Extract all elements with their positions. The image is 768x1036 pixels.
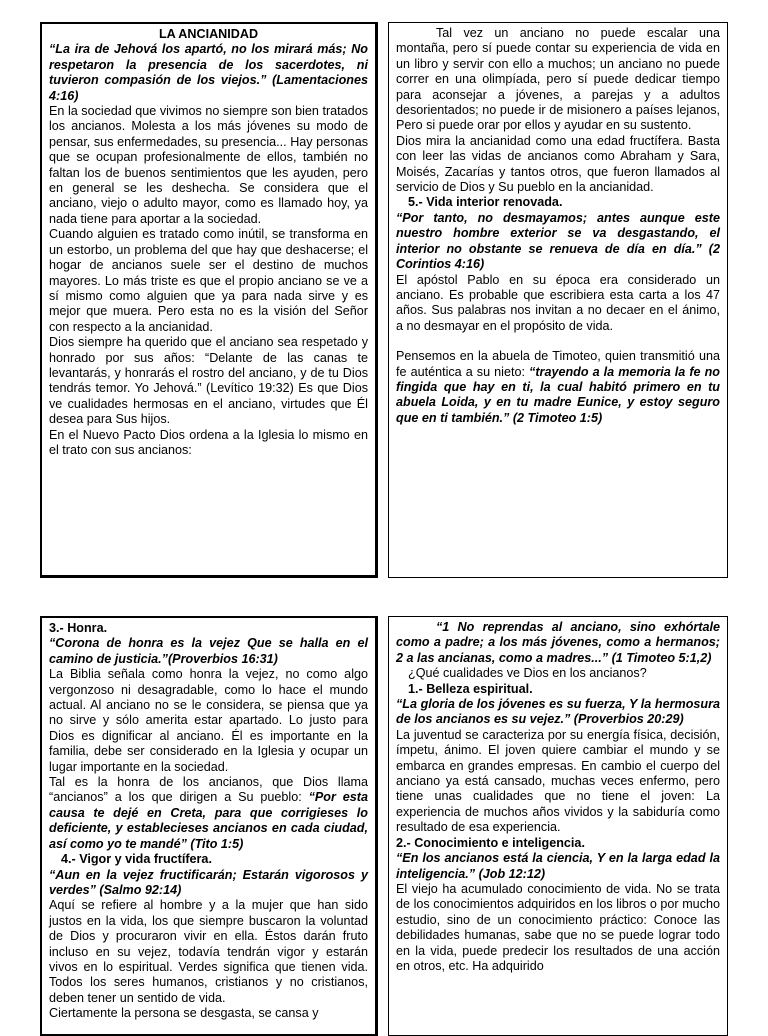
section-heading: 1.- Belleza espiritual.	[408, 681, 533, 696]
bible-quote: “trayendo a la memoria la fe no fingida que hay en ti, la cual habitó primero en tu abuela Loida, y en tu madre Eunice, y estoy seguro que en ti también.” (2 Timoteo 1:5)	[396, 364, 720, 425]
section-heading: 2.- Conocimiento e inteligencia.	[396, 835, 585, 850]
page-panel-bottom-left	[40, 616, 378, 1036]
section-heading: 4.- Vigor y vida fructífera.	[61, 852, 212, 867]
question: ¿Qué cualidades ve Dios en los ancianos?	[408, 666, 647, 681]
page-panel-top-right	[388, 22, 728, 578]
paragraph: Cuando alguien es tratado como inútil, se transforma en un estorbo, un problema del que hay que deshacerse; el hogar de ancianos suele ser el destino de muchos mayores. Lo más triste es que el propio anciano se ve a sí mismo como alguien que ya para nada sirve y es mejor que muera. Pero esta no es la visión del Señor con respecto a la ancianidad.	[49, 227, 368, 334]
section-heading: 3.- Honra.	[49, 621, 108, 635]
bible-quote: “Aun en la vejez fructificarán; Estarán vigorosos y verdes” (Salmo 92:14)	[49, 867, 368, 897]
page-panel-top-left	[40, 22, 378, 578]
bible-quote: “Por esta causa te dejé en Creta, para que corrigieses lo deficiente, y establecieses ancianos en cada ciudad, así como yo te mandé” (Tito 1:5)	[49, 790, 369, 851]
paragraph: El viejo ha acumulado conocimiento de vida. No se trata de los conocimientos adquiridos en los libros o por mucho estudio, sino de un conocimiento práctico: Conoce las debilidades humanas, sabe que no se puede lograr todo en la vida, puede predecir los resultados de una acción en otros, etc. Ha adquirido	[396, 881, 720, 973]
paragraph	[396, 349, 720, 426]
page-panel-bottom-right	[388, 616, 728, 1036]
bible-quote: “Corona de honra es la vejez Que se halla en el camino de justicia.”(Proverbios 16:31)	[49, 636, 368, 666]
paragraph-lead: Tal es la honra de los ancianos, que Dios llama “ancianos” a los que dirigen a Su pueblo:	[49, 775, 368, 805]
paragraph: En la sociedad que vivimos no siempre son bien tratados los ancianos. Molesta a los más jóvenes su modo de pensar, sus enfermedades, su presencia... Hay personas que se ocupan profesionalmente de ellos, también no faltan los de buenos sentimientos que les ayuden, pero en general se les deshecha. Se considera que el anciano, viejo o adulto mayor, como es llamado hoy, ya nada tiene para aportar a la sociedad.	[49, 104, 368, 226]
paragraph: Dios siempre ha querido que el anciano sea respetado y honrado por sus años: “Delante de las canas te levantarás, y honrarás el rostro del anciano, y de tu Dios tendrás temor. Yo Jehová.” (Levítico 19:32) Es que Dios ve cualidades hermosas en el anciano, virtudes que Él desea para Sus hijos.	[49, 335, 368, 427]
paragraph: En el Nuevo Pacto Dios ordena a la Iglesia lo mismo en el trato con sus ancianos:	[49, 427, 368, 457]
paragraph-lead: Pensemos en la abuela de Timoteo, quien transmitió una fe auténtica a su nieto:	[396, 349, 720, 379]
bible-quote: “La ira de Jehová los apartó, no los mirará más; No respetaron la presencia de los sacerdotes, ni tuvieron compasión de los viejos.” (Lamentaciones 4:16)	[49, 42, 368, 103]
page-title: LA ANCIANIDAD	[158, 27, 259, 41]
paragraph: Tal vez un anciano no puede escalar una montaña, pero sí puede contar su experiencia de vida en un libro y servir con ello a muchos; un anciano no puede correr en una olimpíada, pero sí puede dedicar tiempo para aconsejar a jóvenes, a parejas y a adultos desorientados; no puede ir de misionero a países lejanos, Pero si puede orar por ellos y ayudar en su sustento.	[396, 26, 720, 133]
spacer	[396, 334, 720, 349]
paragraph: El apóstol Pablo en su época era considerado un anciano. Es probable que escribiera esta carta a los 47 años. Sus palabras nos invitan a no decaer en el ánimo, a no desmayar en el propósito de vida.	[396, 272, 720, 333]
paragraph: Aquí se refiere al hombre y a la mujer que han sido justos en la vida, los que siempre buscaron la voluntad de Dios y procuraron vivir en ella. Éstos darán fruto incluso en su vejez, todavía tendrán vigor y estarán vivos en lo espiritual. Verdes significa que tienen vida. Todos los seres humanos, cristianos y no cristianos, deben tener un sentido de vida.	[49, 898, 368, 1005]
paragraph: La Biblia señala como honra la vejez, no como algo vergonzoso ni desagradable, como lo hace el mundo actual. Al anciano no se le considera, se piensa que ya no sirve y sólo amerita estar apartado. Lo justo para Dios es dignificar al anciano. Él es importante en la familia, debe ser considerado en la Iglesia y ocupar un lugar importante en la sociedad.	[49, 667, 368, 774]
bible-quote: “Por tanto, no desmayamos; antes aunque este nuestro hombre exterior se va desgastando, el interior no obstante se renueva de día en día.” (2 Corintios 4:16)	[396, 210, 720, 272]
bible-quote: “En los ancianos está la ciencia, Y en la larga edad la inteligencia.” (Job 12:12)	[396, 851, 720, 881]
section-heading: 5.- Vida interior renovada.	[408, 195, 563, 210]
bible-quote: “1 No reprendas al anciano, sino exhórtale como a padre; a los más jóvenes, como a hermanos; 2 a las ancianas, como a madres...” (1 Timoteo 5:1,2)	[396, 620, 720, 665]
paragraph: Ciertamente la persona se desgasta, se cansa y	[49, 1006, 319, 1021]
paragraph: Dios mira la ancianidad como una edad fructífera. Basta con leer las vidas de ancianos como Abraham y Sara, Moisés, Zacarías y tantos otros, que fueron llamados al servicio de Dios y Su pueblo en la ancianidad.	[396, 133, 720, 195]
paragraph	[49, 775, 368, 852]
paragraph: La juventud se caracteriza por su energía física, decisión, ímpetu, ánimo. El joven quiere cambiar el mundo y se embarca en grandes empresas. En cambio el cuerpo del anciano ya está cansado, muchas veces enfermo, pero tiene unas cualidades que no tiene el joven: La experiencia de muchos años vividos y la sabiduría como resultado de esa experiencia.	[396, 727, 720, 835]
bible-quote: “La gloria de los jóvenes es su fuerza, Y la hermosura de los ancianos es su vejez.” (Proverbios 20:29)	[396, 697, 720, 727]
